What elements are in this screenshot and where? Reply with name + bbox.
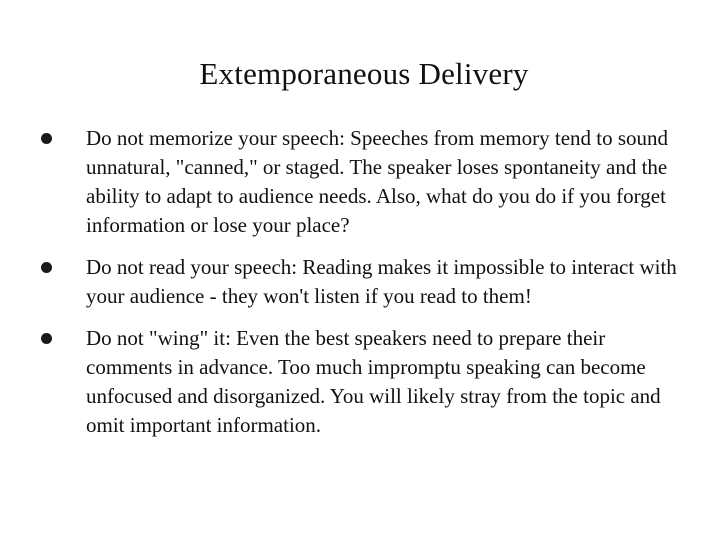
bullet-dot-icon (41, 133, 52, 144)
slide-title: Extemporaneous Delivery (199, 56, 529, 91)
bullet-item-read (40, 253, 680, 311)
bullet-text: Do not read your speech: Reading makes it impossible to interact with your audience - they won't listen if you read to them! (86, 255, 677, 308)
bullet-dot-icon (41, 262, 52, 273)
bullet-dot-icon (41, 333, 52, 344)
bullet-text: Do not "wing" it: Even the best speakers need to prepare their comments in advance. Too much impromptu speaking can become unfocused and disorganized. You will likely stray from the topic and omit important information. (86, 326, 661, 437)
bullet-item-wing (40, 324, 680, 440)
bullet-list (40, 124, 680, 453)
bullet-text: Do not memorize your speech: Speeches from memory tend to sound unnatural, "canned," or staged. The speaker loses spontaneity and the ability to adapt to audience needs. Also, what do you do if you forget information or lose your place? (86, 126, 669, 237)
bullet-item-memorize (40, 124, 680, 240)
